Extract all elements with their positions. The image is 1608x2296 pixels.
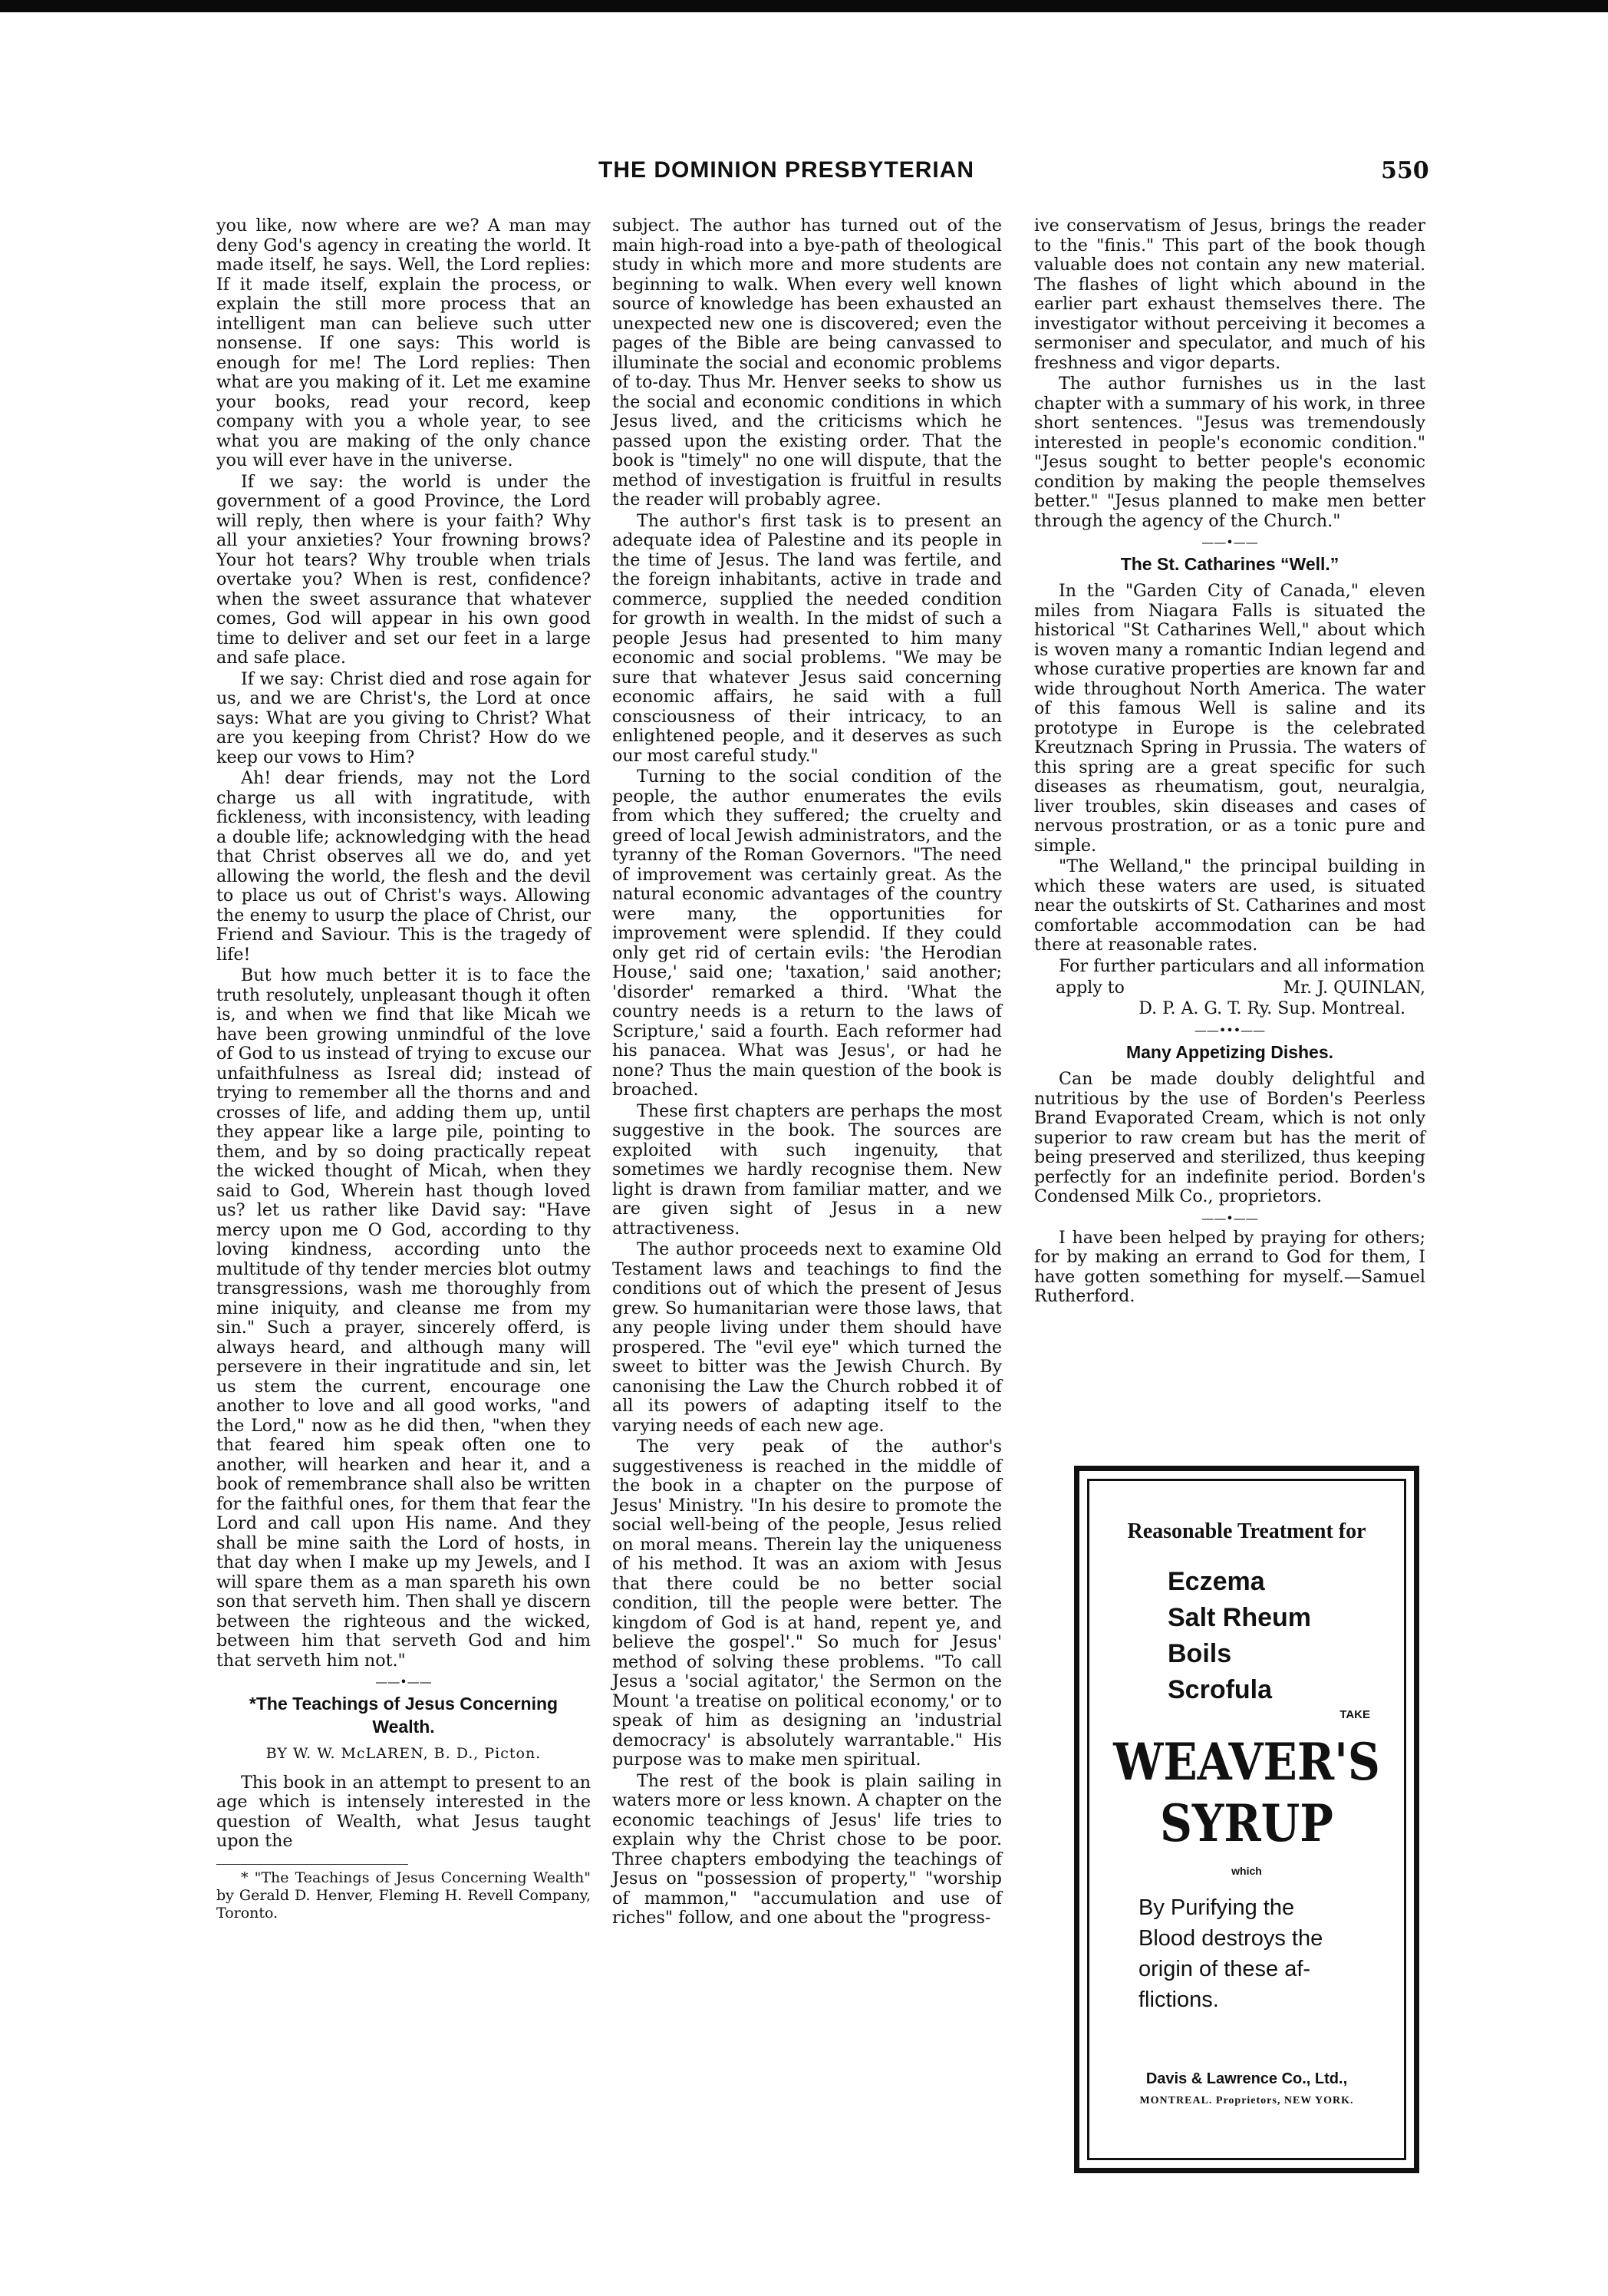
ad-ailment: Boils [1168, 1639, 1232, 1668]
advertisement-weavers-syrup [1074, 1466, 1419, 2173]
section-title: *The Teachings of Jesus Concerning Wealth. [249, 1694, 559, 1737]
paragraph: The rest of the book is plain sailing in waters more or less known. A chapter on the economic teachings of Jesus' life tries to explain why the Christ chose to be poor. Three chapters embodying the teachings of Jesus on "possession of property," "worship of mammon," "accumulation and use of riches" follow, and one about the "progress- [612, 1770, 1002, 1928]
ad-desc-line: flictions. [1138, 1988, 1219, 2012]
ad-ailment-list [1168, 1564, 1311, 1708]
ad-which-label: which [1231, 1865, 1262, 1877]
section-divider: ——•—— [1201, 1210, 1258, 1226]
section-divider: ——•—— [1201, 535, 1258, 549]
byline: BY W. W. McLAREN, B. D., Picton. [265, 1745, 542, 1762]
paragraph: Ah! dear friends, may not the Lord charge us all with ingratitude, with fickleness, with inconsistency, with leading a double life; acknowledging with the head that Christ observes all we do, and yet allowing the world, the flesh and the devil to place us out of Christ's ways. Allowing the enemy to usurp the place of Christ, our Friend and Saviour. This is the tragedy of life! [216, 768, 591, 965]
quotation: I have been helped by praying for others; for by making an errand to God for them, I have gotten something for myself.—Samuel Rutherford. [1034, 1227, 1425, 1306]
footnote-rule [216, 1864, 408, 1865]
ad-ailment: Scrofula [1168, 1675, 1273, 1704]
ad-desc-line: By Purifying the [1138, 1895, 1295, 1920]
ad-title: Reasonable Treatment for [1127, 1519, 1366, 1543]
paragraph: ive conservatism of Jesus, brings the reader to the "finis." This part of the book though valuable does not contain any new material. The flashes of light which abound in the earlier part exhaust themselves there. The investigator without perceiving it becomes a sermoniser and speculator, and much of his freshness and vigor departs. [1034, 216, 1425, 373]
paragraph: Turning to the social condition of the people, the author enumerates the evils from which they suffered; the cruelty and greed of local Jewish administrators, and the tyranny of the Roman Governors. "The need of improvement was certainly great. As the natural economic advantages of the country were many, the opportunities for improvement were splendid. If they could only get rid of certain evils: 'the Herodian House,' said one; 'taxation,' said another; 'disorder' remarked a third. 'What the country needs is a return to the laws of Scripture,' said a fourth. Each reformer had his panacea. What was Jesus', or had he none? Thus the main question of the book is broached. [612, 767, 1002, 1100]
ad-ailment: Eczema [1168, 1567, 1265, 1596]
ad-location: MONTREAL. Proprietors, NEW YORK. [1139, 2095, 1354, 2106]
ad-description [1138, 1892, 1323, 2015]
section-divider: ——•—— [375, 1674, 432, 1689]
column-1 [216, 216, 591, 1924]
ad-brand-name [1109, 1731, 1386, 1854]
section-title: Many Appetizing Dishes. [1125, 1042, 1334, 1062]
ad-take-label: TAKE [1339, 1708, 1370, 1721]
page-header [0, 157, 1608, 203]
paragraph: For further particulars and all information [1059, 955, 1425, 976]
ad-company: Davis & Lawrence Co., Ltd., [1145, 2070, 1348, 2087]
page-number: 550 [1381, 157, 1429, 184]
paragraph: The very peak of the author's suggestiveness is reached in the middle of the book in a chapter on the purpose of Jesus' Ministry. "In his desire to promote the social well-being of the people, Jesus relied on moral means. Therein lay the uniqueness of his method. It was an axiom with Jesus that there could be no better social condition, till the people were better. The kingdom of God is at hand, repent ye, and believe the gospel'." So much for Jesus' method of solving these problems. "To call Jesus a 'social agitator,' the Sermon on the Mount 'a treatise on political economy,' or to speak of him as designing an 'industrial democracy' is absolutely warrantable." His purpose was to make men spiritual. [612, 1437, 1002, 1770]
paragraph: In the "Garden City of Canada," eleven miles from Niagara Falls is situated the historical "St Catharines Well," about which is woven many a romantic Indian legend and whose curative properties are known far and wide throughout North America. The water of this famous Well is saline and its prototype in Europe is the celebrated Kreutznach Spring in Prussia. The waters of this spring are a great specific for such diseases as rheumatism, gout, neuralgia, liver troubles, skin diseases and cases of nervous prostration, or as a tonic pure and simple. [1034, 581, 1425, 856]
ad-desc-line: origin of these af- [1138, 1957, 1311, 1981]
section-title: The St. Catharines “Well.” [1120, 554, 1339, 574]
ad-ailment: Salt Rheum [1168, 1603, 1312, 1632]
contact-name: Mr. J. QUINLAN, [1283, 978, 1425, 998]
paragraph: Can be made doubly delightful and nutritious by the use of Borden's Peerless Brand Evaporated Cream, which is not only superior to raw cream but has the merit of being preserved and sterilized, thus keeping perfectly for an indefinite period. Borden's Condensed Milk Co., proprietors. [1034, 1069, 1425, 1206]
contact-title: D. P. A. G. T. Ry. Sup. Montreal. [1138, 999, 1405, 1018]
footnote: * "The Teachings of Jesus Concerning Wealth" by Gerald D. Henver, Fleming H. Revell Company, Toronto. [216, 1869, 591, 1922]
contact-signature [1034, 978, 1425, 1019]
paragraph: you like, now where are we? A man may deny God's agency in creating the world. It made itself, he says. Well, the Lord replies: If it made itself, explain the process, or explain the still more process that an intelligent man can believe such utter nonsense. If one says: This world is enough for me! The Lord replies: Then what are you making of it. Let me examine your books, read your record, keep company with you a whole year, to see what you are making of the only chance you will ever have in the universe. [216, 216, 591, 470]
ad-brand-line: WEAVER'S [1113, 1732, 1380, 1792]
paragraph: These first chapters are perhaps the most suggestive in the book. The sources are exploited with such ingenuity, that sometimes we hardly recognise them. New light is drawn from familiar matter, and we are given sight of Jesus in a new attractiveness. [612, 1100, 1002, 1239]
paragraph: The author proceeds next to examine Old Testament laws and teachings to find the conditions out of which the present of Jesus grew. So humanitarian were those laws, that any people living under them should have prospered. The "evil eye" which turned the sweet to bitter was the Jewish Church. By canonising the Law the Church robbed it of all its powers of adapting itself to the varying needs of each new age. [612, 1239, 1002, 1436]
paragraph: This book in an attempt to present to an age which is intensely interested in the question of Wealth, what Jesus taught upon the [216, 1772, 591, 1851]
ad-desc-line: Blood destroys the [1138, 1926, 1323, 1951]
apply-to-label: apply to [1056, 978, 1125, 998]
paragraph: subject. The author has turned out of the main high-road into a bye-path of theological study in which more and more students are beginning to walk. When every well known source of knowledge has been exhausted an unexpected new one is discovered; even the pages of the Bible are being canvassed to illuminate the social and economic problems of to-day. Thus Mr. Henver seeks to show us the social and economic conditions in which Jesus lived, and the criticisms which he passed upon the existing order. That the book is "timely" no one will dispute, that the method of investigation is fruitful in results the reader will probably agree. [612, 216, 1002, 510]
paragraph: If we say: Christ died and rose again for us, and we are Christ's, the Lord at once says: What are you giving to Christ? What are you keeping from Christ? How do we keep our vows to Him? [216, 668, 591, 767]
column-2 [612, 216, 1002, 1930]
section-divider: ——•••—— [1194, 1023, 1266, 1037]
ad-brand-line: SYRUP [1159, 1793, 1333, 1853]
scan-border [0, 0, 1608, 12]
paragraph: The author furnishes us in the last chapter with a summary of his work, in three short sentences. "Jesus was tremendously interested in people's economic condition." "Jesus sought to better people's economic condition by making the people themselves better." "Jesus planned to make men better through the agency of the Church." [1034, 374, 1425, 531]
paragraph: If we say: the world is under the government of a good Province, the Lord will reply, then where is your faith? Why all your anxieties? Your frowning brows? Your hot tears? Why trouble when trials overtake you? When is rest, confidence? when the sweet assurance that whatever comes, God will appear in his own good time to deliver and set our feet in a large and safe place. [216, 471, 591, 668]
paragraph: But how much better it is to face the truth resolutely, unpleasant though it often is, and when we find that like Micah we have been growing unmindful of the love of God to us instead of trying to excuse our unfaithfulness as Isreal did; instead of trying to remember all the thorns and and crosses of life, and adding them up, until they appear like a large pile, pointing to them, and by so doing practically repeat the wicked thought of Micah, when they said to God, Wherein hast though loved us? let us rather like David say: "Have mercy upon me O God, according to thy loving kindness, according unto the multitude of thy tender mercies blot outmy transgressions, wash me thoroughly from mine iniquity, and cleanse me from my sin." Such a prayer, sincerely offerd, is always heard, and although many will persevere in their ingratitude and sin, let us stem the current, encourage one another to love and all good works, "and the Lord," now as he did then, "when they that feared him speak often one to another, will hearken and hear it, and a book of remembrance shall also be written for the faithful ones, for them that fear the Lord and call upon His name. And they shall be mine saith the Lord of hosts, in that day when I make up my Jewels, and I will spare them as a man spareth his own son that serveth him. Then shall ye discern between the righteous and the wicked, between him that serveth God and him that serveth him not." [216, 965, 591, 1671]
ad-inner-frame [1087, 1479, 1406, 2160]
paragraph: "The Welland," the principal building in which these waters are used, is situated near the outskirts of St. Catharines and most comfortable accommodation can be had there at reasonable rates. [1034, 856, 1425, 955]
column-3 [1034, 216, 1425, 1308]
paragraph: The author's first task is to present an adequate idea of Palestine and its people in the time of Jesus. The land was fertile, and the foreign inhabitants, active in trade and commerce, supplied the needed condition for growth in wealth. In the midst of such a people Jesus had presented to him many economic and social problems. "We may be sure that whatever Jesus said concerning economic affairs, he said with a full consciousness of their intricacy, to an enlightened people, and it deserves as such our most careful study." [612, 510, 1002, 766]
running-head: THE DOMINION PRESBYTERIAN [598, 157, 975, 183]
